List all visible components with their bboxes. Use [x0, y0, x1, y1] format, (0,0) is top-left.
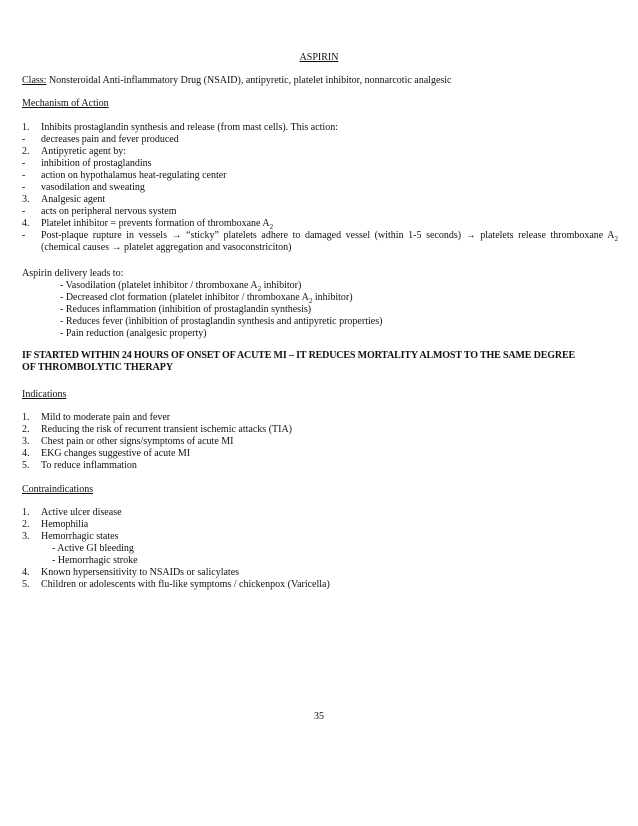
- mechanism-item: [22, 158, 618, 170]
- list-text: vasodilation and sweating: [41, 182, 145, 193]
- list-marker: -: [22, 170, 26, 181]
- list-text: Known hypersensitivity to NSAIDs or salicylates: [41, 567, 240, 578]
- list-text: Inhibits prostaglandin synthesis and release (from mast cells). This action:: [41, 122, 338, 133]
- list-text: To reduce inflammation: [41, 460, 137, 471]
- list-marker: -: [22, 134, 26, 145]
- list-marker: 4.: [22, 567, 30, 578]
- list-marker: 2.: [22, 519, 30, 530]
- list-text: Reducing the risk of recurrent transient ischemic attacks (TIA): [41, 424, 293, 435]
- class-line: [22, 75, 618, 87]
- subscript: 2: [269, 223, 274, 231]
- list-marker: 2.: [22, 424, 30, 435]
- list-text: Chest pain or other signs/symptoms of acute MI: [41, 436, 234, 447]
- delivery-text: - Reduces fever (inhibition of prostaglandin synthesis and antipyretic properties): [60, 316, 383, 327]
- delivery-heading: Aspirin delivery leads to:: [22, 268, 124, 279]
- delivery-item: [22, 304, 618, 316]
- delivery-text: - Vasodilation (platelet inhibitor / thromboxane A: [60, 280, 258, 291]
- list-marker: 1.: [22, 507, 30, 518]
- list-marker: 1.: [22, 122, 30, 133]
- list-text: Active ulcer disease: [41, 507, 122, 518]
- list-text: Mild to moderate pain and fever: [41, 412, 171, 423]
- list-marker: 1.: [22, 412, 30, 423]
- list-text: Hemorrhagic states: [41, 531, 119, 542]
- subscript: 2: [614, 235, 618, 243]
- mechanism-list: [22, 122, 618, 254]
- postplaque-item: [22, 230, 618, 242]
- list-text: Analgesic agent: [41, 194, 106, 205]
- list-marker: 4.: [22, 448, 30, 459]
- list-marker: 5.: [22, 579, 30, 590]
- mechanism-item: [22, 134, 618, 146]
- list-text: EKG changes suggestive of acute MI: [41, 448, 191, 459]
- indication-item: [22, 448, 618, 460]
- emphasis-line1: IF STARTED WITHIN 24 HOURS OF ONSET OF ACUTE MI – IT REDUCES MORTALITY ALMOST TO THE SAME DEGREE: [22, 350, 575, 361]
- subscript: 2: [308, 297, 313, 305]
- page-number: 35: [314, 711, 324, 722]
- class-label: Class:: [22, 75, 47, 86]
- delivery-item: [22, 316, 618, 328]
- mechanism-item: [22, 206, 618, 218]
- mechanism-item: [22, 182, 618, 194]
- list-marker: -: [22, 182, 26, 193]
- contraindications-heading: Contraindications: [22, 484, 94, 495]
- list-marker: 2.: [22, 146, 30, 157]
- postplaque-line1: Post-plaque rupture in vessels → “sticky” platelets adhere to damaged vessel (within 1-5 seconds) → platelets release thromboxane A: [41, 230, 615, 241]
- contraindication-subitem: - Hemorrhagic stroke: [52, 555, 138, 566]
- list-marker: -: [22, 230, 26, 241]
- list-text: decreases pain and fever produced: [41, 134, 179, 145]
- delivery-section: [22, 268, 618, 340]
- mechanism-item: [22, 194, 618, 206]
- contraindication-item: [22, 567, 618, 579]
- list-marker: 3.: [22, 531, 30, 542]
- mechanism-item: [22, 122, 618, 134]
- list-marker: 5.: [22, 460, 30, 471]
- list-text: acts on peripheral nervous system: [41, 206, 177, 217]
- contraindication-item: [22, 519, 618, 531]
- contraindication-item: [22, 507, 618, 519]
- list-text: Children or adolescents with flu-like symptoms / chickenpox (Varicella): [41, 579, 330, 590]
- mechanism-item: [22, 146, 618, 158]
- delivery-item: [22, 328, 618, 340]
- emphasis-line2: OF THROMBOLYTIC THERAPY: [22, 362, 174, 373]
- list-text: action on hypothalamus heat-regulating center: [41, 170, 227, 181]
- indication-item: [22, 436, 618, 448]
- subscript: 2: [257, 285, 262, 293]
- page-title: ASPIRIN: [299, 52, 339, 63]
- indication-item: [22, 460, 618, 472]
- list-text: Antipyretic agent by:: [41, 146, 126, 157]
- delivery-text: - Pain reduction (analgesic property): [60, 328, 207, 339]
- list-text: Hemophilia: [41, 519, 89, 530]
- postplaque-line2: (chemical causes → platelet aggregation and vasoconstriciton): [41, 242, 292, 253]
- list-marker: -: [22, 158, 26, 169]
- mechanism-item: [22, 170, 618, 182]
- class-text: Nonsteroidal Anti-inflammatory Drug (NSAID), antipyretic, platelet inhibitor, nonnarcotic analgesic: [46, 75, 452, 86]
- list-marker: 3.: [22, 194, 30, 205]
- list-marker: 4.: [22, 218, 30, 229]
- contraindication-subitem: - Active GI bleeding: [52, 543, 134, 554]
- delivery-text: inhibitor): [312, 292, 353, 303]
- indications-list: [22, 412, 618, 472]
- indication-item: [22, 424, 618, 436]
- list-text: Platelet inhibitor = prevents formation of thromboxane A: [41, 218, 270, 229]
- list-text: inhibition of prostaglandins: [41, 158, 152, 169]
- mechanism-item: [22, 218, 618, 230]
- delivery-item: [22, 280, 618, 292]
- contraindication-item: [22, 579, 618, 591]
- list-marker: 3.: [22, 436, 30, 447]
- indication-item: [22, 412, 618, 424]
- delivery-item: [22, 292, 618, 304]
- delivery-text: - Reduces inflammation (inhibition of prostaglandin synthesis): [60, 304, 312, 315]
- emphasis-statement: [22, 350, 618, 374]
- mechanism-heading: Mechanism of Action: [22, 98, 109, 109]
- contraindication-item: [22, 531, 618, 543]
- contraindications-list: [22, 507, 618, 591]
- indications-heading: Indications: [22, 389, 67, 400]
- list-marker: -: [22, 206, 26, 217]
- delivery-text: inhibitor): [261, 280, 302, 291]
- postplaque-continuation: [22, 242, 618, 254]
- delivery-text: - Decreased clot formation (platelet inhibitor / thromboxane A: [60, 292, 309, 303]
